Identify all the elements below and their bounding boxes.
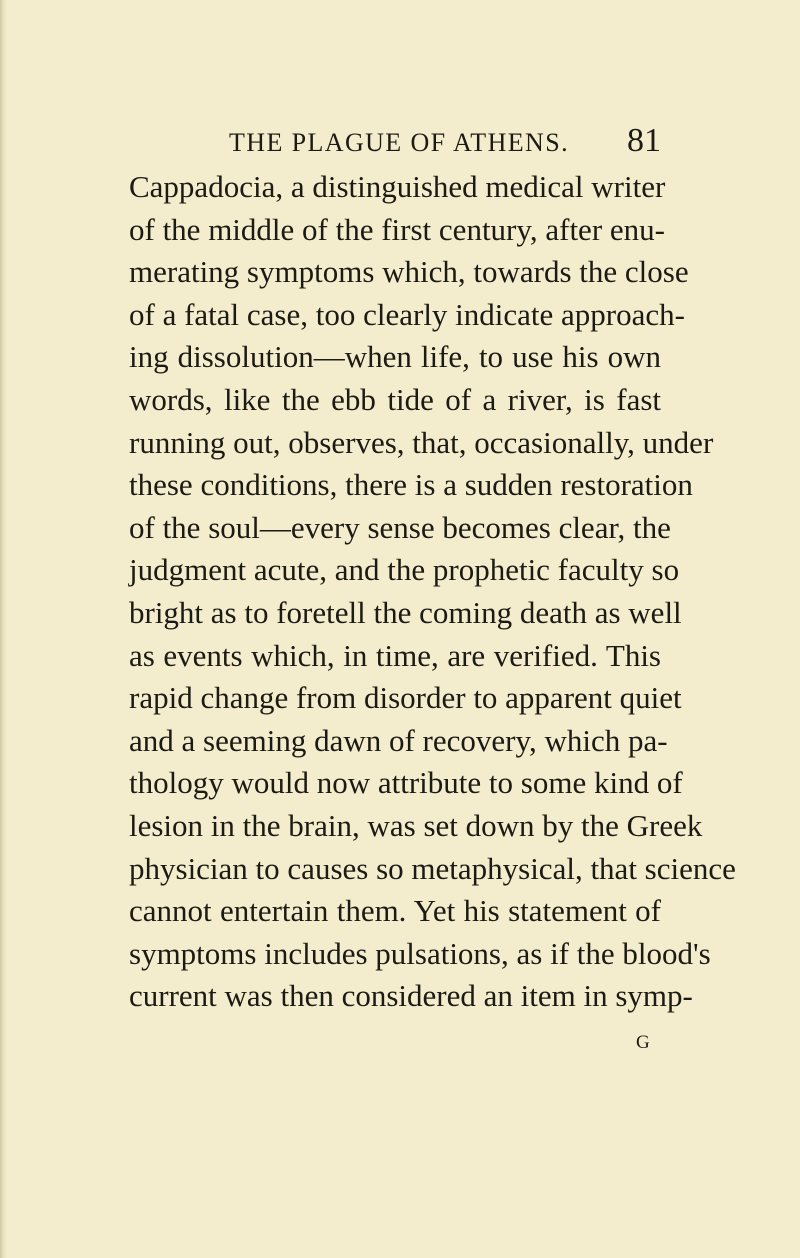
text-line: and a seeming dawn of recovery, which pa- <box>129 722 668 758</box>
text-line: bright as to foretell the coming death as well <box>129 594 682 630</box>
running-title: THE PLAGUE OF ATHENS. <box>229 128 569 157</box>
signature-mark: G <box>636 1032 651 1053</box>
text-line: thology would now attribute to some kind of <box>129 765 683 801</box>
text-line: current was then considered an item in symp- <box>129 978 693 1014</box>
text-line: judgment acute, and the prophetic faculty so <box>129 552 680 588</box>
text-line: running out, observes, that, occasionally, under <box>129 424 714 460</box>
page-header <box>229 122 661 172</box>
text-line: these conditions, there is a sudden restoration <box>129 467 693 503</box>
body-text <box>129 166 736 1018</box>
text-line: rapid change from disorder to apparent quiet <box>129 680 682 716</box>
text-line: lesion in the brain, was set down by the Greek <box>129 807 703 843</box>
text-line: of the soul—every sense becomes clear, the <box>129 509 671 545</box>
text-line: of the middle of the first century, after enu- <box>129 211 665 247</box>
text-line: symptoms includes pulsations, as if the blood's <box>129 935 711 971</box>
text-line: physician to causes so metaphysical, that science <box>129 850 736 886</box>
page-number: 81 <box>627 122 661 159</box>
text-line: of a fatal case, too clearly indicate approach- <box>129 296 685 332</box>
page-edge <box>0 0 7 1258</box>
text-line: as events which, in time, are verified. This <box>129 637 661 673</box>
text-line: Cappadocia, a distinguished medical writer <box>129 169 666 204</box>
text-line: merating symptoms which, towards the close <box>129 254 689 290</box>
text-line: ing dissolution—when life, to use his own <box>129 339 661 375</box>
text-line: cannot entertain them. Yet his statement of <box>129 893 661 929</box>
text-line: words, like the ebb tide of a river, is fast <box>129 381 661 417</box>
